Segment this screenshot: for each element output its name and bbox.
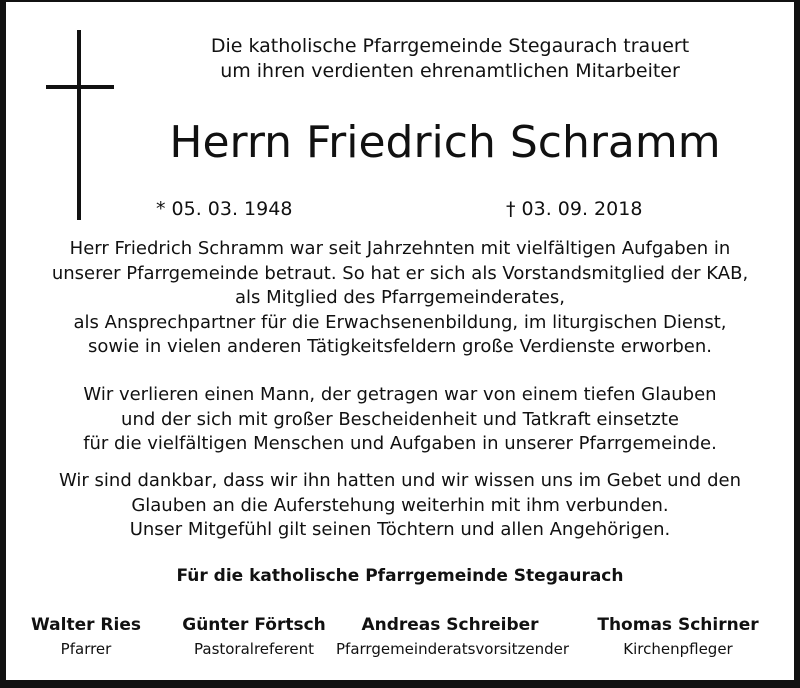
tribute-paragraph-1 <box>20 237 780 360</box>
signature-heading: Für die katholische Pfarrgemeinde Stegaurach <box>176 566 624 586</box>
signer-guenter-foertsch <box>173 614 335 659</box>
paragraph-line: Wir verlieren einen Mann, der getragen war von einem tiefen Glauben <box>83 384 717 405</box>
paragraph-line: als Mitglied des Pfarrgemeinderates, <box>234 287 566 308</box>
tribute-paragraph-2 <box>20 383 780 457</box>
intro-line: Die katholische Pfarrgemeinde Stegaurach trauert <box>210 35 690 57</box>
paragraph-line: und der sich mit großer Bescheidenheit und Tatkraft einsetzte <box>121 408 679 430</box>
intro-text <box>170 34 730 84</box>
birth-date: * 05. 03. 1948 <box>156 198 293 220</box>
paragraph-line: Wir sind dankbar, dass wir ihn hatten und wir wissen uns im Gebet und den <box>59 470 741 491</box>
paragraph-line: als Ansprechpartner für die Erwachsenenbildung, im liturgischen Dienst, <box>73 311 727 333</box>
signer-name: Walter Ries <box>31 615 141 635</box>
paragraph-line: sowie in vielen anderen Tätigkeitsfeldern große Verdienste erworben. <box>88 336 712 357</box>
intro-line: um ihren verdienten ehrenamtlichen Mitarbeiter <box>220 60 680 82</box>
cross-horizontal-bar <box>46 85 114 89</box>
paragraph-line: Glauben an die Auferstehung weiterhin mit ihm verbunden. <box>131 494 669 516</box>
signer-walter-ries <box>24 614 148 659</box>
signer-name: Andreas Schreiber <box>361 615 539 635</box>
tribute-paragraph-3 <box>20 469 780 543</box>
signer-role: Pfarrgemeinderatsvorsitzender <box>336 640 570 658</box>
paragraph-line: für die vielfältigen Menschen und Aufgaben in unserer Pfarrgemeinde. <box>83 433 717 454</box>
deceased-name: Herrn Friedrich Schramm <box>169 117 721 168</box>
signer-role: Kirchenpfleger <box>623 640 733 658</box>
signer-role: Pfarrer <box>60 640 112 658</box>
signer-thomas-schirner <box>580 614 776 659</box>
signer-andreas-schreiber <box>336 614 570 659</box>
signer-role: Pastoralreferent <box>194 640 314 658</box>
signer-name: Thomas Schirner <box>597 615 759 635</box>
paragraph-line: unserer Pfarrgemeinde betraut. So hat er sich als Vorstandsmitglied der KAB, <box>51 262 749 284</box>
death-date: † 03. 09. 2018 <box>506 198 643 220</box>
signer-name: Günter Förtsch <box>182 615 326 635</box>
paragraph-line: Unser Mitgefühl gilt seinen Töchtern und allen Angehörigen. <box>129 519 671 540</box>
paragraph-line: Herr Friedrich Schramm war seit Jahrzehnten mit vielfältigen Aufgaben in <box>69 238 731 259</box>
cross-vertical-bar <box>77 30 81 220</box>
